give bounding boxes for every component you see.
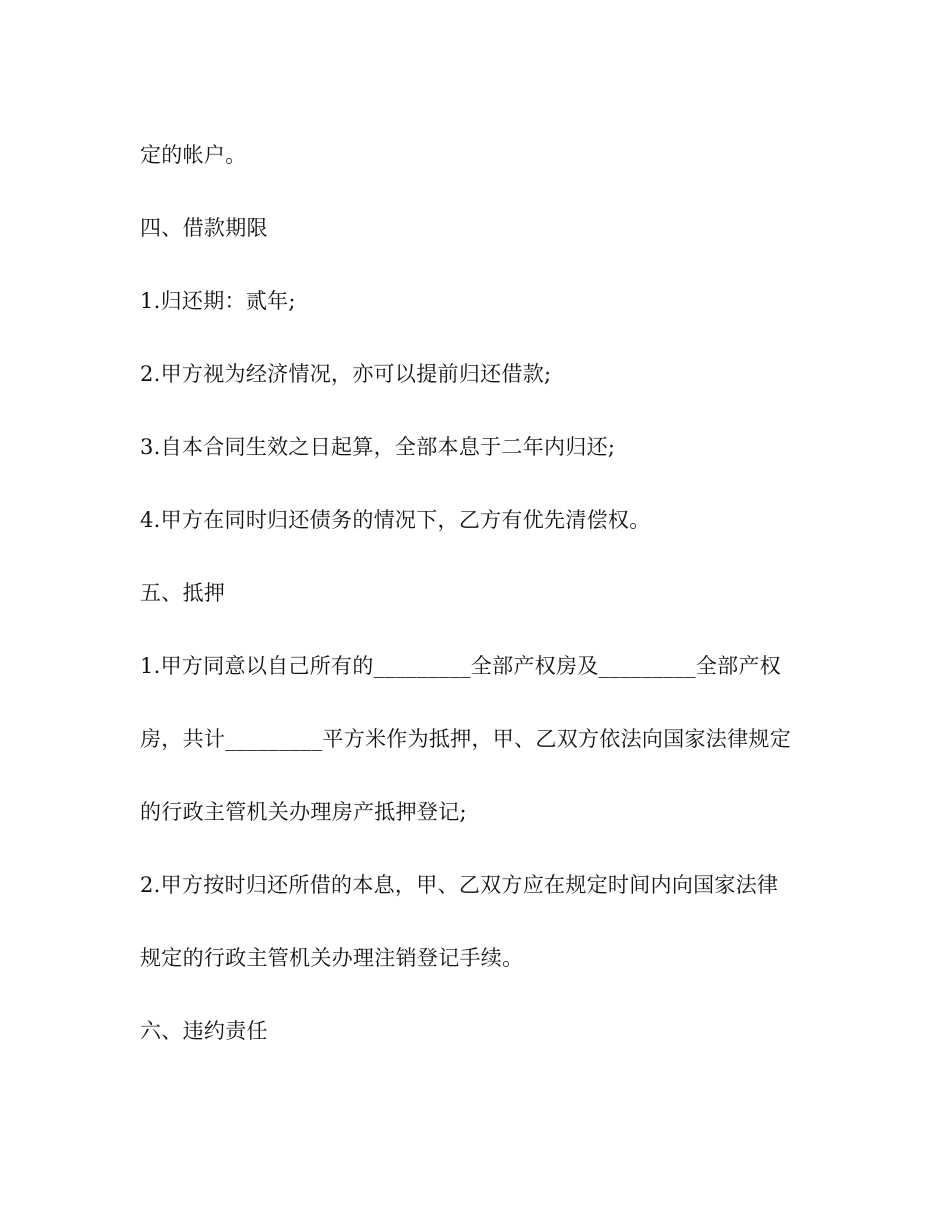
text-line: 2.甲方视为经济情况，亦可以提前归还借款; — [140, 362, 552, 386]
section-heading-mortgage: 五、抵押 — [140, 581, 226, 605]
text-line: 规定的行政主管机关办理注销登记手续。 — [140, 946, 524, 970]
text-line: 3.自本合同生效之日起算，全部本息于二年内归还; — [140, 435, 616, 459]
text-line: 1.甲方同意以自己所有的_________全部产权房及_________全部产权 — [140, 654, 782, 678]
text-line: 定的帐户。 — [140, 143, 247, 167]
section-heading-loan-term: 四、借款期限 — [140, 216, 268, 240]
text-line: 1.归还期：贰年; — [140, 289, 296, 313]
text-line: 房，共计_________平方米作为抵押，甲、乙双方依法向国家法律规定 — [140, 727, 791, 751]
text-line: 4.甲方在同时归还债务的情况下，乙方有优先清偿权。 — [140, 508, 651, 532]
text-line: 的行政主管机关办理房产抵押登记; — [140, 800, 467, 824]
section-heading-breach-liability: 六、违约责任 — [140, 1019, 268, 1043]
text-line: 2.甲方按时归还所借的本息，甲、乙双方应在规定时间内向国家法律 — [140, 873, 779, 897]
